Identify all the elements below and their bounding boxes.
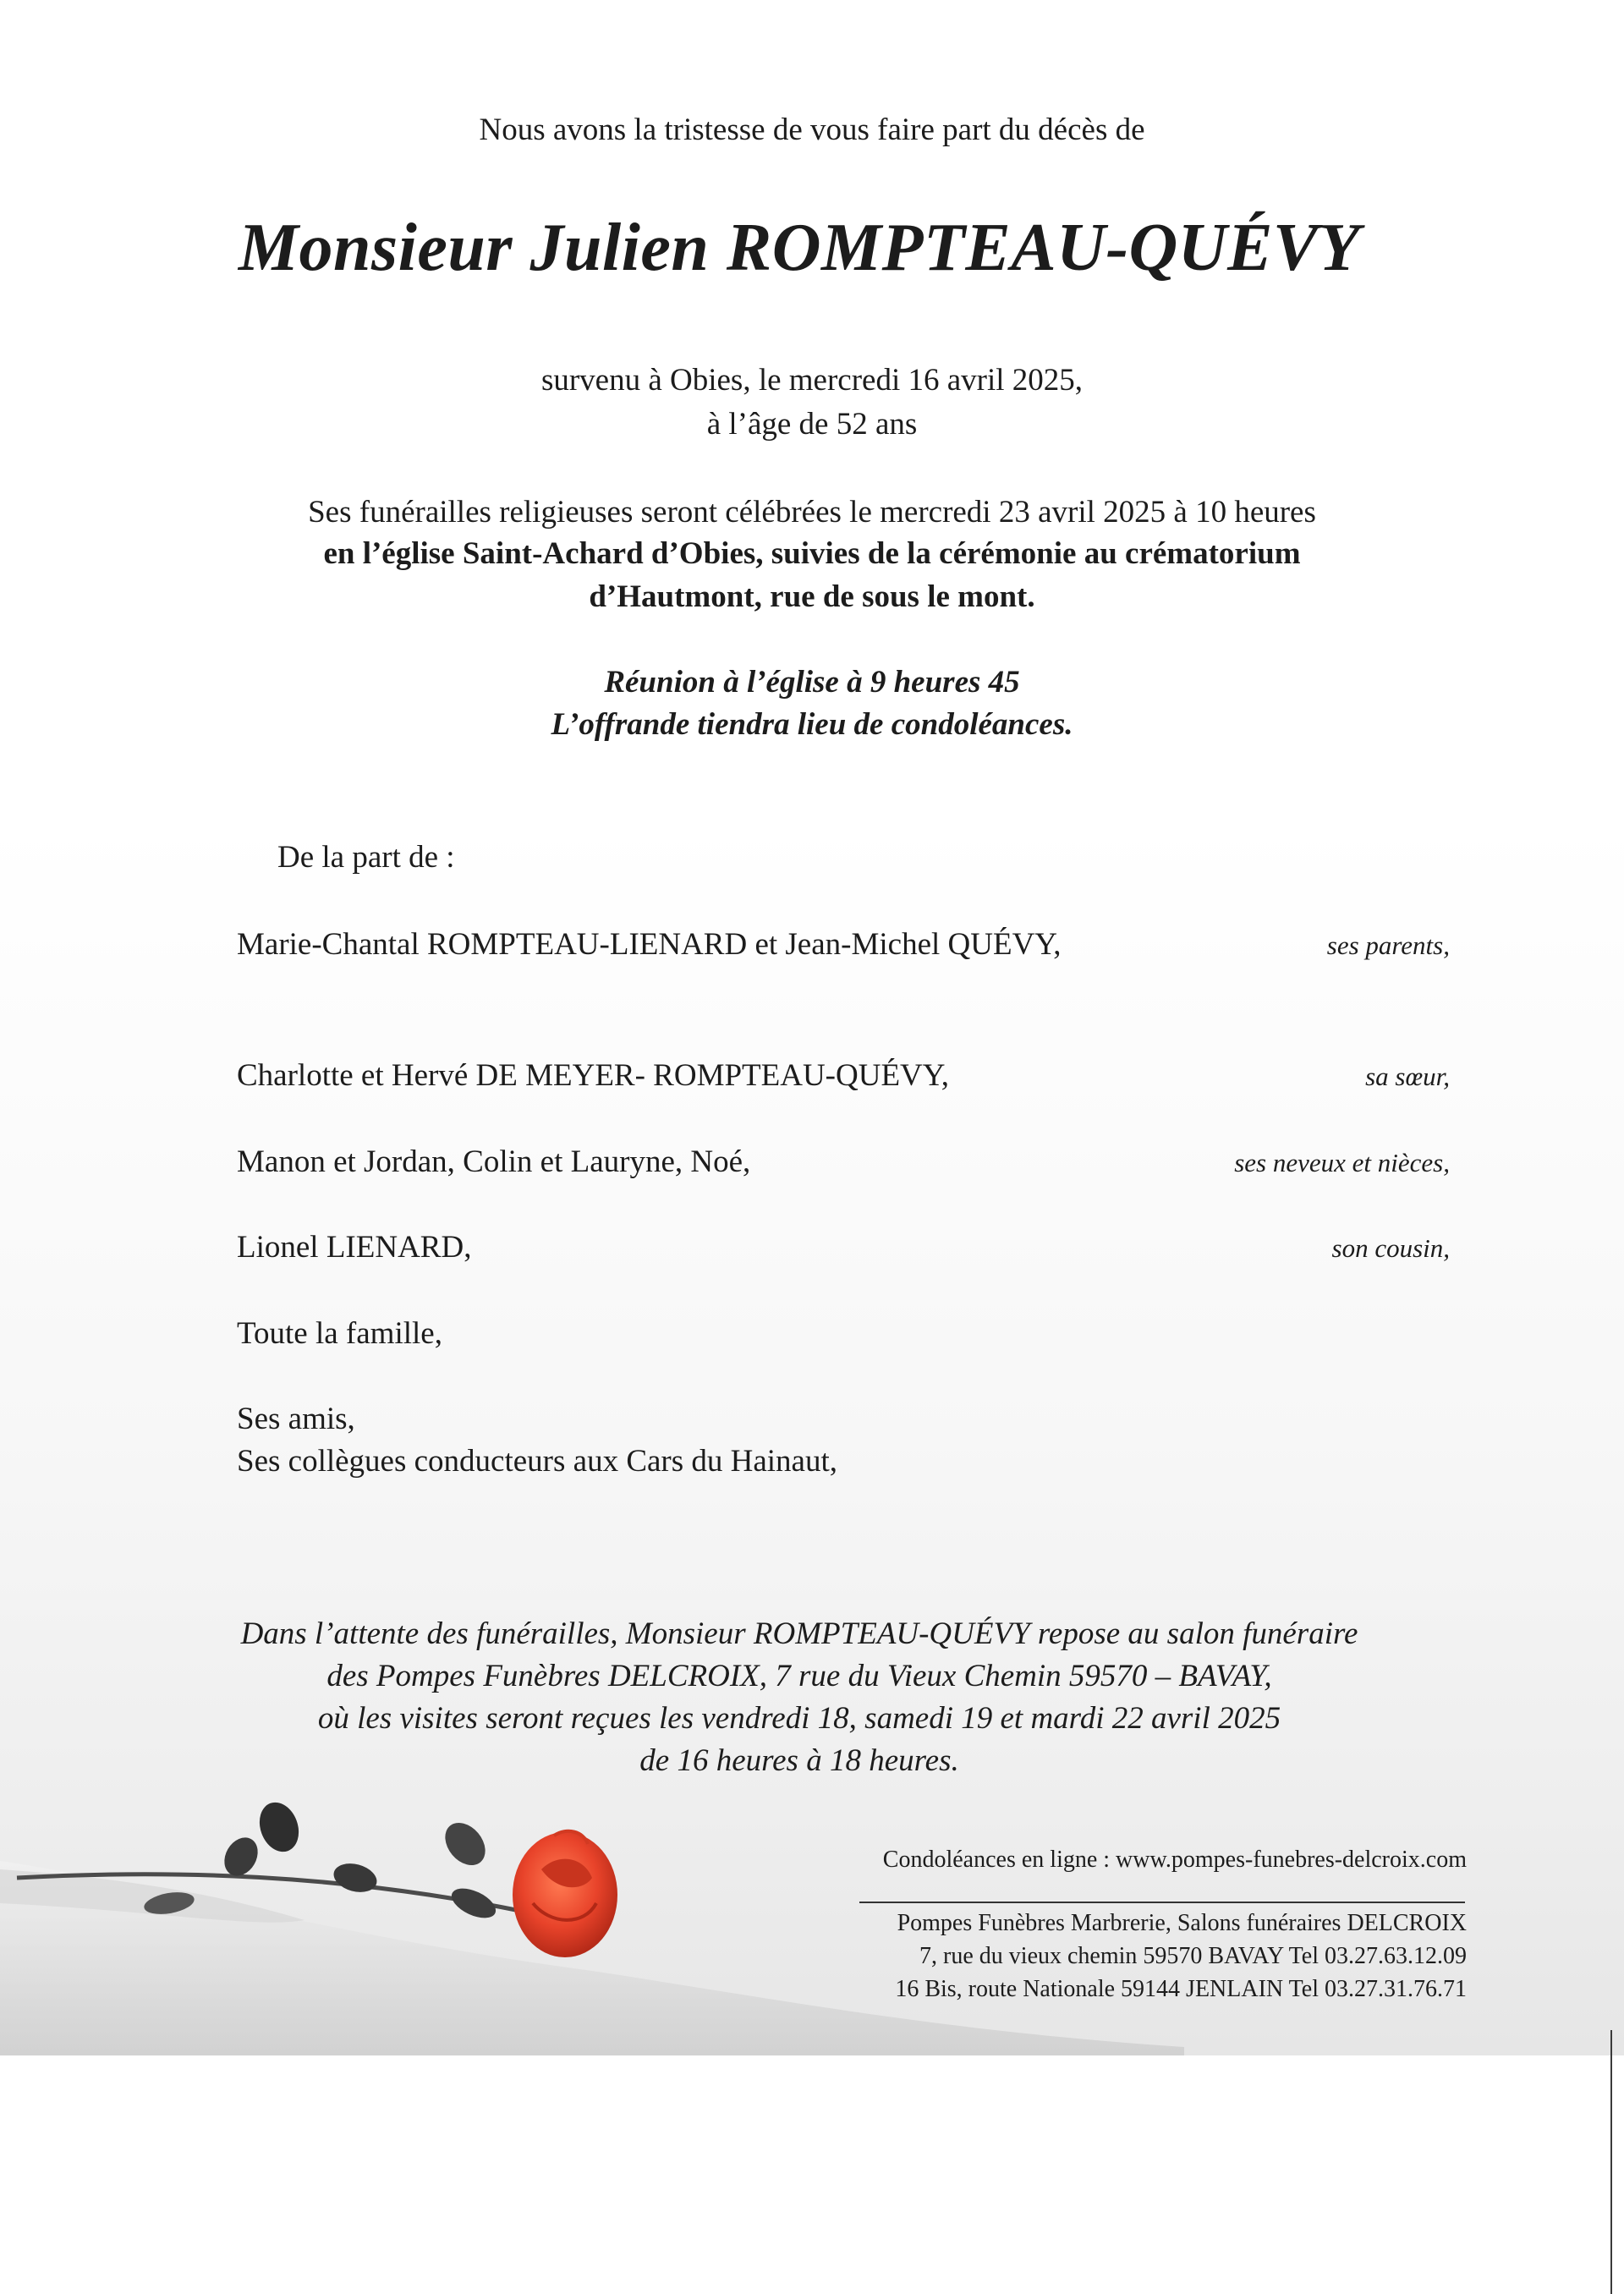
meeting-time: Réunion à l’église à 9 heures 45 (604, 665, 1020, 700)
visit-line-1: Dans l’attente des funérailles, Monsieur ROMPTEAU-QUÉVY repose au salon funéraire (240, 1616, 1358, 1651)
visit-line-4: de 16 heures à 18 heures. (639, 1743, 959, 1778)
funeral-line-1: Ses funérailles religieuses seront célébrées le mercredi 23 avril 2025 à 10 heures (308, 495, 1316, 530)
family-row-names: Ses amis, (237, 1402, 355, 1436)
visit-line-2: des Pompes Funèbres DELCROIX, 7 rue du Vieux Chemin 59570 – BAVAY, (326, 1659, 1272, 1693)
condolences-online: Condoléances en ligne : www.pompes-funebres-delcroix.com (882, 1847, 1467, 1873)
family-row-names: Lionel LIENARD, (237, 1230, 472, 1265)
family-row-names: Charlotte et Hervé DE MEYER- ROMPTEAU-QUÉVY, (237, 1058, 949, 1093)
visit-line-3: où les visites seront reçues les vendredi 18, samedi 19 et mardi 22 avril 2025 (317, 1701, 1281, 1736)
rose-icon (513, 1831, 617, 1957)
funeral-line-3: d’Hautmont, rue de sous le mont. (589, 579, 1035, 614)
intro-text: Nous avons la tristesse de vous faire part du décès de (479, 113, 1145, 147)
funeral-line-2: en l’église Saint-Achard d’Obies, suivies de la cérémonie au crématorium (323, 536, 1301, 571)
family-row-names: Manon et Jordan, Colin et Lauryne, Noé, (237, 1144, 751, 1179)
death-age: à l’âge de 52 ans (706, 407, 918, 442)
deceased-name: Monsieur Julien ROMPTEAU-QUÉVY (238, 211, 1361, 285)
family-row-relation: ses neveux et nièces, (1234, 1148, 1450, 1177)
family-row-names: Toute la famille, (237, 1316, 442, 1351)
footer-divider (859, 1902, 1465, 1903)
family-row-relation: sa sœur, (1365, 1062, 1450, 1091)
company-address-2: 16 Bis, route Nationale 59144 JENLAIN Tel 03.27.31.76.71 (895, 1976, 1467, 2002)
family-row-relation: ses parents, (1326, 930, 1450, 960)
family-intro: De la part de : (277, 840, 455, 875)
company-name: Pompes Funèbres Marbrerie, Salons funéraires DELCROIX (897, 1910, 1467, 1936)
family-row-names: Ses collègues conducteurs aux Cars du Hainaut, (237, 1444, 838, 1479)
family-row-relation: son cousin, (1331, 1233, 1450, 1263)
offering-note: L’offrande tiendra lieu de condoléances. (551, 707, 1073, 742)
death-place-date: survenu à Obies, le mercredi 16 avril 2025, (540, 363, 1084, 398)
company-address-1: 7, rue du vieux chemin 59570 BAVAY Tel 03.27.63.12.09 (919, 1943, 1467, 1969)
family-row-names: Marie-Chantal ROMPTEAU-LIENARD et Jean-Michel QUÉVY, (237, 927, 1062, 962)
scan-edge-line (1610, 2030, 1612, 2294)
